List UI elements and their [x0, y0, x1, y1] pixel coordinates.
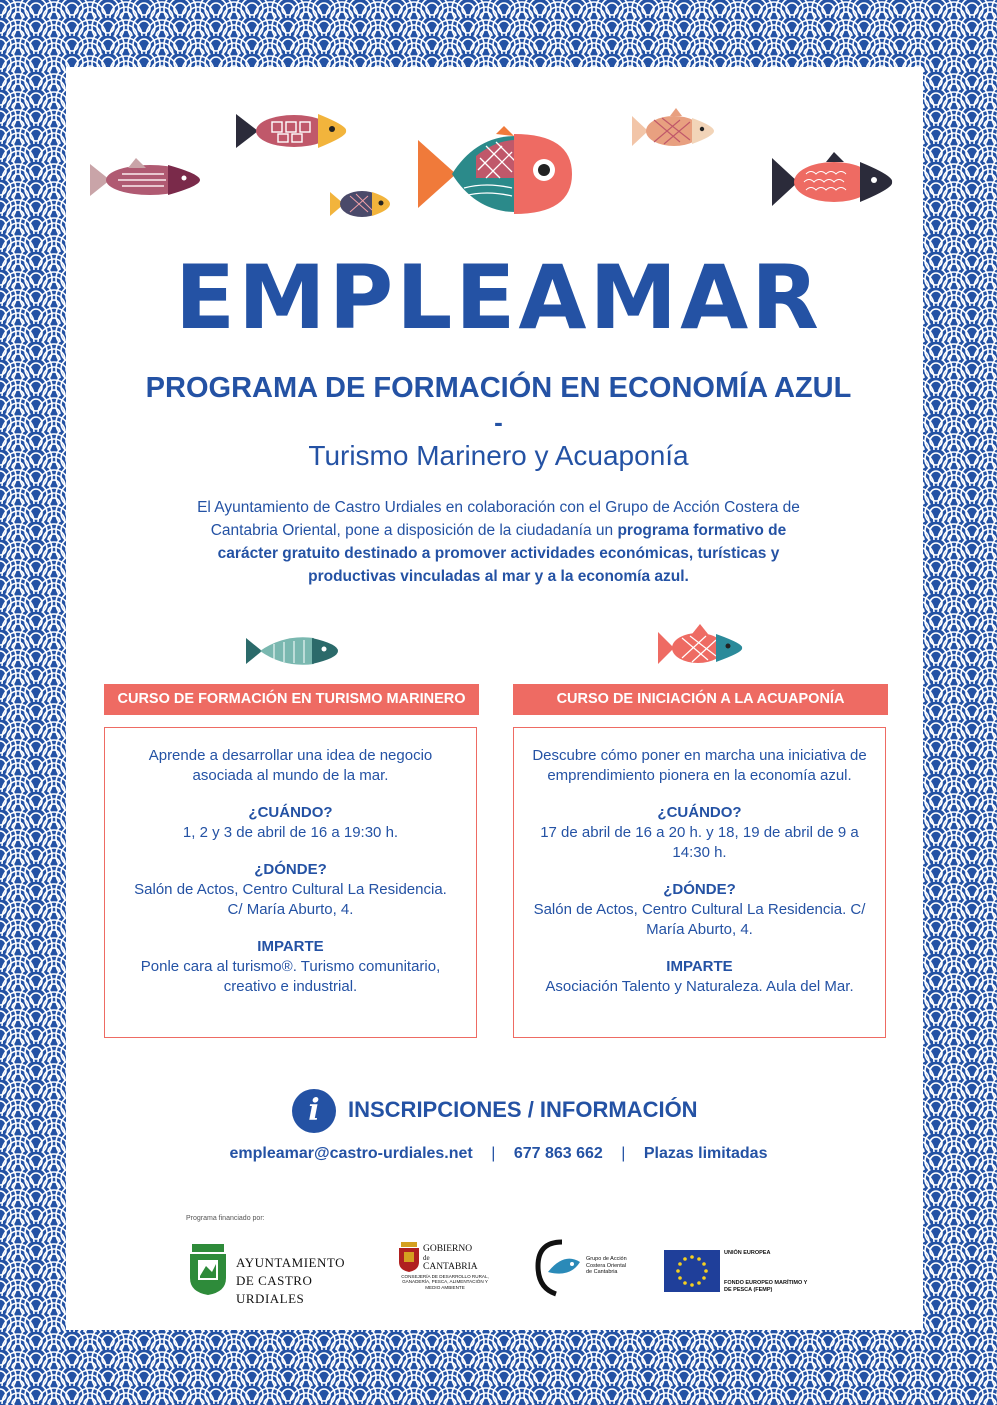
fish-peach-icon: [630, 106, 716, 156]
contact-note: Plazas limitadas: [643, 1145, 768, 1162]
info-title: INSCRIPCIONES / INFORMACIÓN: [348, 1097, 698, 1122]
info-icon: i: [292, 1089, 336, 1133]
course-2-where-value: Salón de Actos, Centro Cultural La Residencia. C/ María Aburto, 4.: [533, 901, 866, 938]
course-1-header: CURSO DE FORMACIÓN EN TURISMO MARINERO: [104, 684, 479, 715]
course-1-where-label: ¿DÓNDE?: [254, 861, 327, 878]
page-title: EMPLEAMAR: [175, 246, 822, 349]
fish-small-icon: [328, 184, 392, 224]
eu-flag-icon: [664, 1250, 720, 1292]
contact-phone[interactable]: 677 863 662: [513, 1145, 603, 1162]
fish-pink-icon: [88, 156, 204, 204]
program-subtitle: PROGRAMA DE FORMACIÓN EN ECONOMÍA AZUL: [145, 372, 852, 404]
gobierno-line-2: de: [423, 1254, 430, 1262]
course-1-description: Aprende a desarrollar una idea de negocio asociada al mundo de la mar.: [148, 747, 433, 784]
course-2-teacher: [532, 957, 867, 997]
fish-coral-icon: [656, 624, 744, 672]
course-1-teacher: [125, 937, 456, 997]
gobierno-subtitle: CONSEJERÍA DE DESARROLLO RURAL, GANADERÍA, PESCA, ALIMENTACIÓN Y MEDIO AMBIENTE: [401, 1274, 489, 1290]
logo-ayuntamiento: [186, 1242, 356, 1306]
course-2-when-value: 17 de abril de 16 a 20 h. y 18, 19 de abril de 9 a 14:30 h.: [540, 824, 859, 861]
gobierno-line-3: CANTABRIA: [423, 1262, 478, 1272]
fish-yellow-icon: [234, 104, 350, 158]
course-2-where-label: ¿DÓNDE?: [663, 881, 736, 898]
course-2-teacher-label: IMPARTE: [666, 958, 733, 975]
financed-label: Programa financiado por:: [186, 1215, 265, 1222]
gac-logo-icon: [534, 1238, 584, 1298]
course-1-when-value: 1, 2 y 3 de abril de 16 a 19:30 h.: [182, 824, 399, 841]
fish-teal-icon: [244, 632, 340, 670]
course-1-teacher-label: IMPARTE: [257, 938, 324, 955]
castro-urdiales-shield-icon: [186, 1242, 230, 1296]
logo-union-europea: [664, 1248, 814, 1294]
subtitle-separator: -: [494, 407, 503, 437]
course-2-when: [532, 803, 867, 863]
course-1-where: [125, 860, 456, 920]
course-2-box: [513, 727, 886, 1038]
course-1-where-value: Salón de Actos, Centro Cultural La Residencia. C/ María Aburto, 4.: [134, 881, 447, 918]
logo-gac-oriental: [534, 1238, 634, 1300]
course-2-teacher-value: Asociación Talento y Naturaleza. Aula del Mar.: [545, 978, 854, 995]
course-2-header: CURSO DE INICIACIÓN A LA ACUAPONÍA: [513, 684, 888, 715]
gac-name: Grupo de Acción Costera Oriental de Cantabria: [586, 1256, 627, 1275]
cantabria-shield-icon: [398, 1242, 420, 1272]
course-1-teacher-value: Ponle cara al turismo®. Turismo comunitario, creativo e industrial.: [140, 958, 441, 995]
intro-highlight: programa formativo de carácter gratuito destinado a promover actividades económicas, turísticas y productivas vinculadas al mar y a la economía azul.: [217, 522, 787, 585]
gobierno-line-1: GOBIERNO: [423, 1244, 473, 1254]
contact-separator: |: [621, 1145, 626, 1162]
fish-red-icon: [770, 150, 894, 214]
course-2-where: [532, 880, 867, 940]
eu-fund-name: FONDO EUROPEO MARÍTIMO Y DE PESCA (FEMP): [724, 1280, 808, 1293]
intro-paragraph: [180, 496, 817, 588]
intro-text: El Ayuntamiento de Castro Urdiales en colaboración con el Grupo de Acción Costera de Cantabria Oriental, pone a disposición de la ciudadanía un: [197, 499, 800, 539]
course-1-box: [104, 727, 477, 1038]
course-2-when-label: ¿CUÁNDO?: [657, 804, 742, 821]
ayuntamiento-name: AYUNTAMIENTO DE CASTRO URDIALES: [236, 1255, 345, 1306]
contact-line: [0, 1142, 997, 1166]
fish-large-icon: [416, 126, 576, 222]
course-2-description: Descubre cómo poner en marcha una iniciativa de emprendimiento pionera en la economía azul.: [532, 747, 867, 784]
course-1-when: [125, 803, 456, 843]
logo-gobierno-cantabria: [398, 1240, 492, 1302]
eu-title: UNIÓN EUROPEA: [724, 1250, 771, 1256]
contact-email[interactable]: empleamar@castro-urdiales.net: [229, 1145, 473, 1162]
contact-separator: |: [491, 1145, 496, 1162]
program-topic: Turismo Marinero y Acuaponía: [308, 440, 689, 471]
course-1-when-label: ¿CUÁNDO?: [248, 804, 333, 821]
